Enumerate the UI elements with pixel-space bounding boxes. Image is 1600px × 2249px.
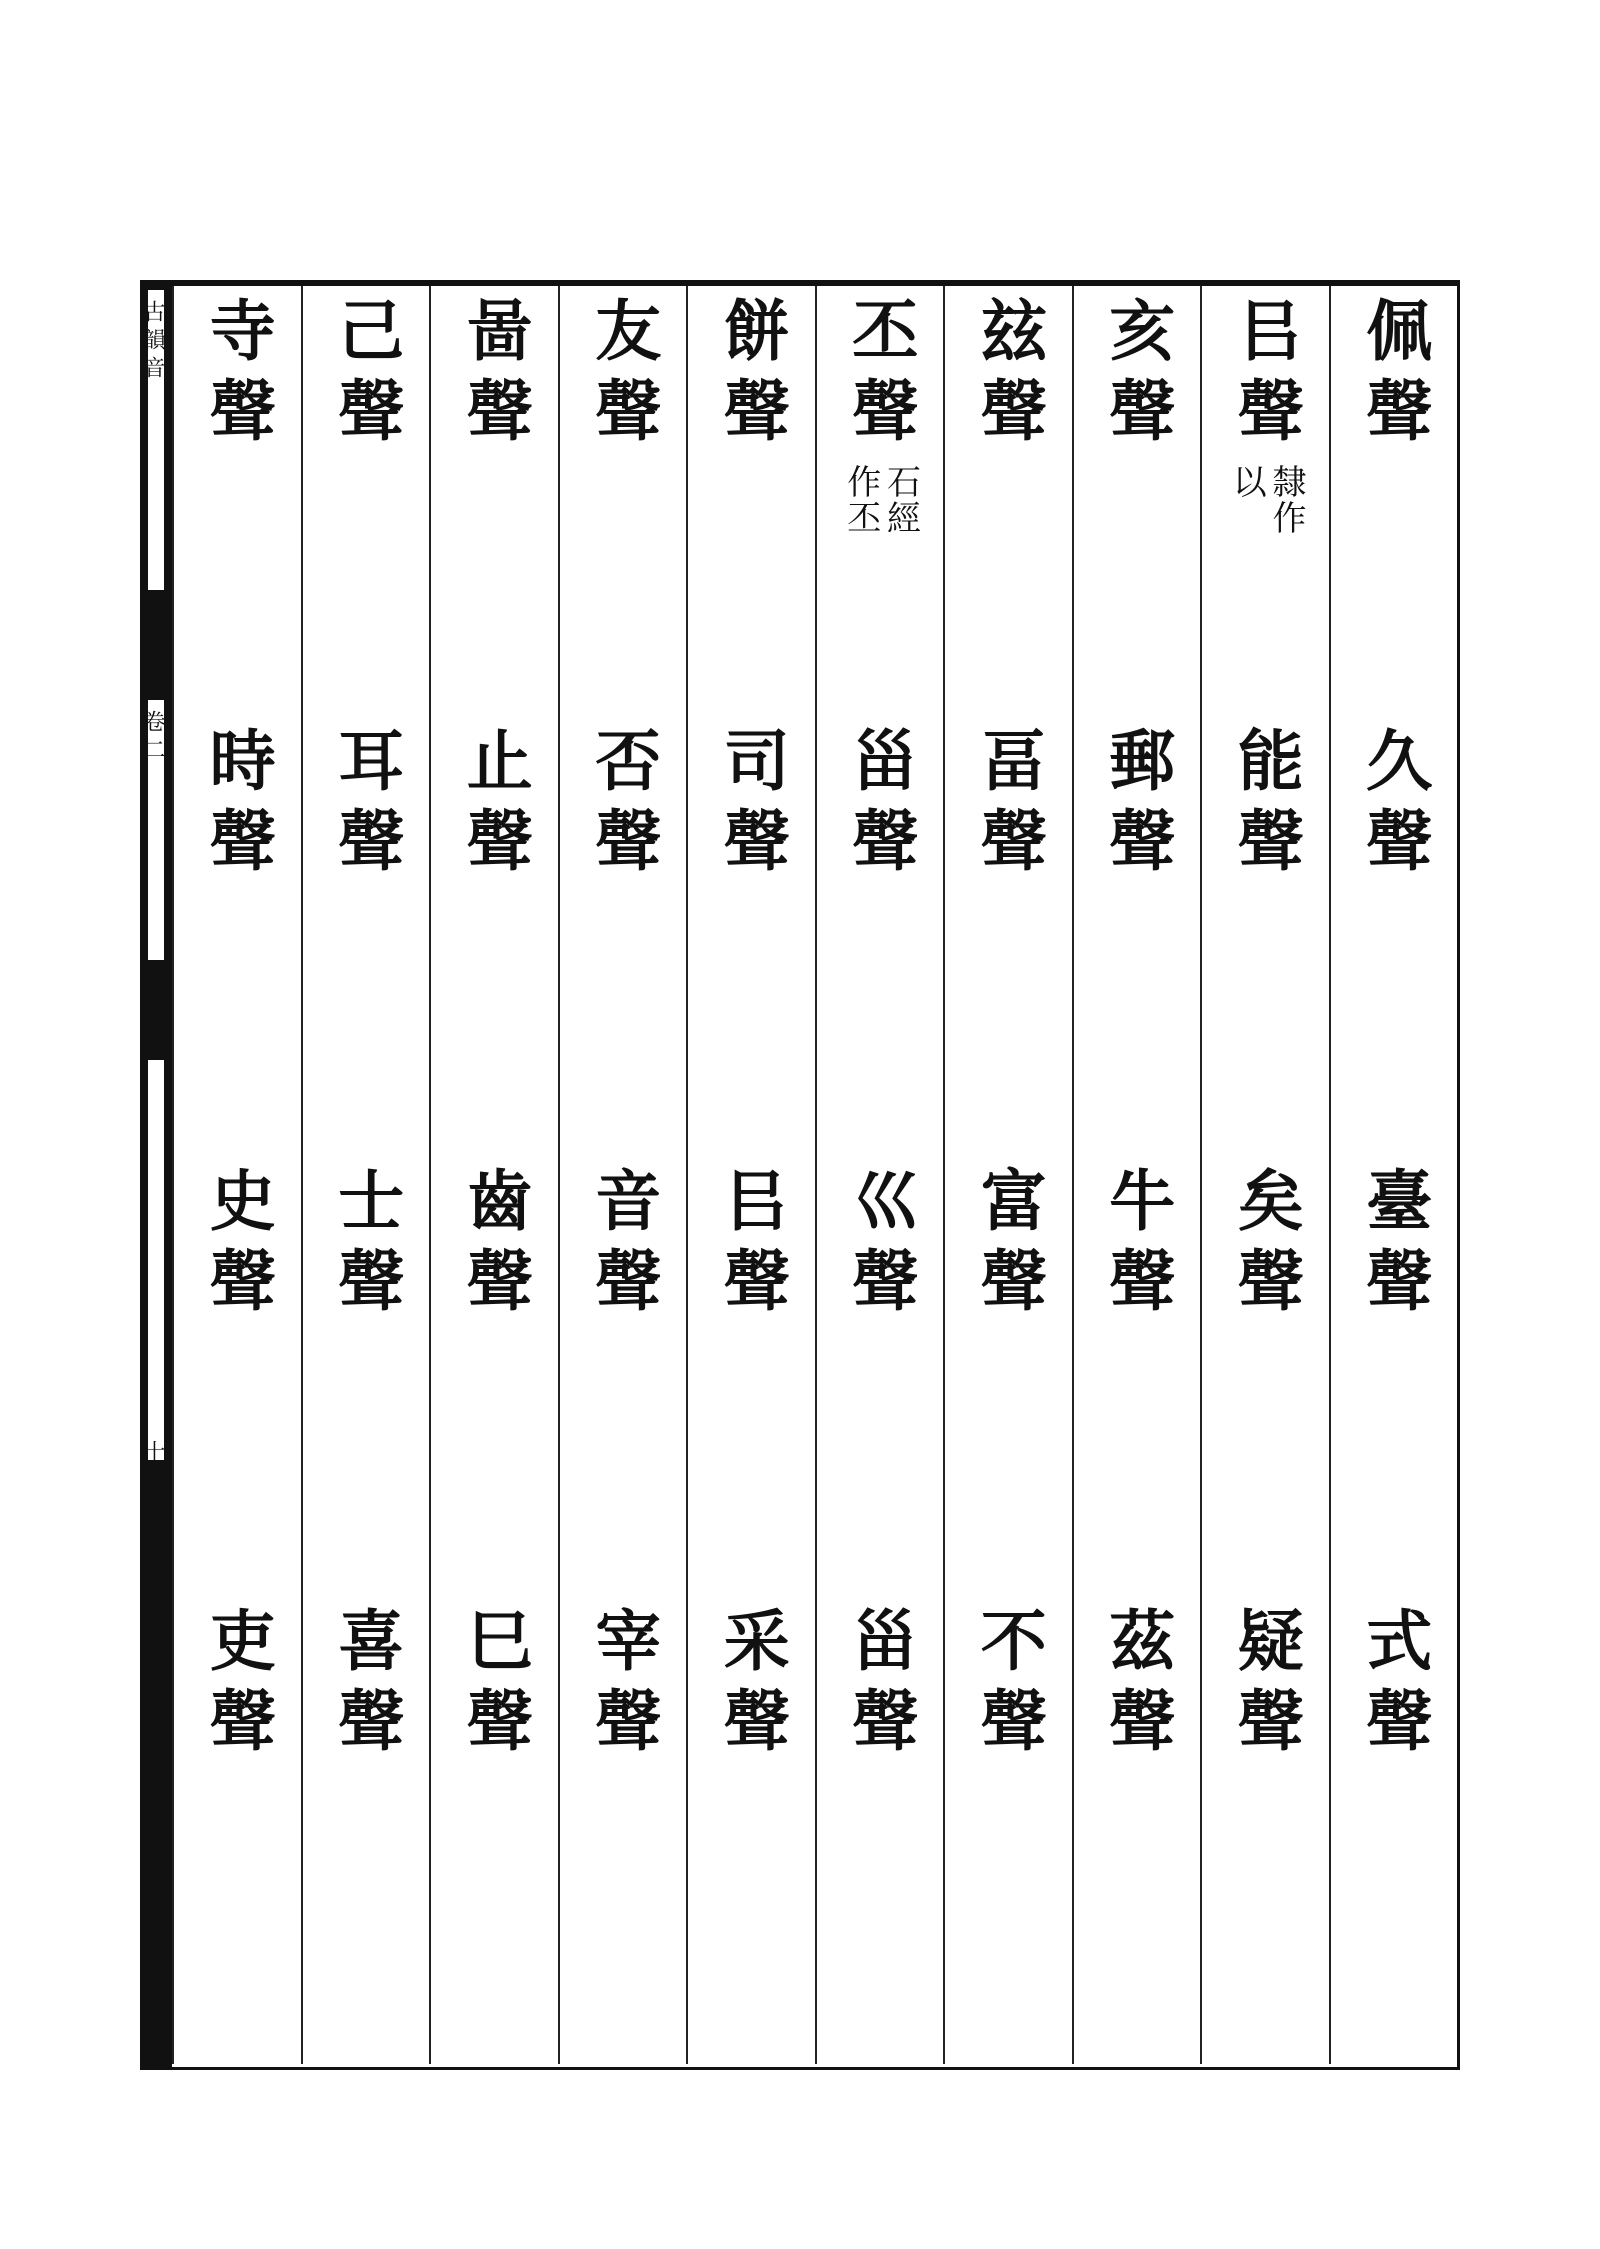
cell: 久聲 (1354, 726, 1433, 886)
cell: 吏聲 (198, 1606, 277, 1766)
cell: 甾聲 (840, 726, 919, 886)
cell: 畐聲 (969, 726, 1048, 886)
cell: 茲聲 (1097, 1606, 1176, 1766)
cell: 司聲 (712, 726, 791, 886)
text-column-8 (429, 286, 558, 2064)
cell: 㠯聲 (1226, 296, 1305, 456)
text-column-7 (558, 286, 687, 2064)
text-columns (172, 286, 1457, 2064)
cell: 啚聲 (455, 296, 534, 456)
spine-page-number: 十 (140, 1440, 165, 1468)
cell: 喜聲 (326, 1606, 405, 1766)
cell: 甾聲 (840, 1606, 919, 1766)
cell: 亥聲 (1097, 296, 1176, 456)
cell: 采聲 (712, 1606, 791, 1766)
cell: 音聲 (583, 1166, 662, 1326)
text-column-9 (301, 286, 430, 2064)
cell: 史聲 (198, 1166, 277, 1326)
book-spine-margin (140, 280, 172, 2070)
text-column-5 (815, 286, 944, 2064)
text-column-4 (943, 286, 1072, 2064)
cell: 能聲 (1226, 726, 1305, 886)
cell: 己聲 (326, 296, 405, 456)
cell: 宰聲 (583, 1606, 662, 1766)
cell: 時聲 (198, 726, 277, 886)
cell: 巳聲 (455, 1606, 534, 1766)
cell: 疑聲 (1226, 1606, 1305, 1766)
spine-window-lower (148, 1060, 164, 1460)
cell: 郵聲 (1097, 726, 1176, 886)
text-column-6 (686, 286, 815, 2064)
note-right: 隸作 (1265, 464, 1306, 536)
cell: 㠯聲 (712, 1166, 791, 1326)
text-column-2 (1200, 286, 1329, 2064)
text-column-10 (172, 286, 301, 2064)
cell: 富聲 (969, 1166, 1048, 1326)
spine-volume: 卷二 (140, 710, 165, 766)
cell: 餅聲 (712, 296, 791, 456)
cell: 士聲 (326, 1166, 405, 1326)
cell: 不聲 (969, 1606, 1048, 1766)
note-right: 石經 (880, 464, 921, 536)
cell: 巛聲 (840, 1166, 919, 1326)
cell: 矣聲 (1226, 1166, 1305, 1326)
cell: 止聲 (455, 726, 534, 886)
cell: 友聲 (583, 296, 662, 456)
cell: 佩聲 (1354, 296, 1433, 456)
note-left: 以 (1226, 464, 1267, 500)
cell: 否聲 (583, 726, 662, 886)
annotation-note (1208, 464, 1323, 536)
cell: 耳聲 (326, 726, 405, 886)
cell: 寺聲 (198, 296, 277, 456)
text-column-3 (1072, 286, 1201, 2064)
text-column-1 (1329, 286, 1458, 2064)
cell: 丕聲 (840, 296, 919, 456)
cell: 臺聲 (1354, 1166, 1433, 1326)
cell: 齒聲 (455, 1166, 534, 1326)
cell: 式聲 (1354, 1606, 1433, 1766)
spine-title: 古韻音 (140, 300, 165, 384)
annotation-note (823, 464, 938, 536)
cell: 玆聲 (969, 296, 1048, 456)
cell: 牛聲 (1097, 1166, 1176, 1326)
note-left: 作丕 (840, 464, 881, 536)
